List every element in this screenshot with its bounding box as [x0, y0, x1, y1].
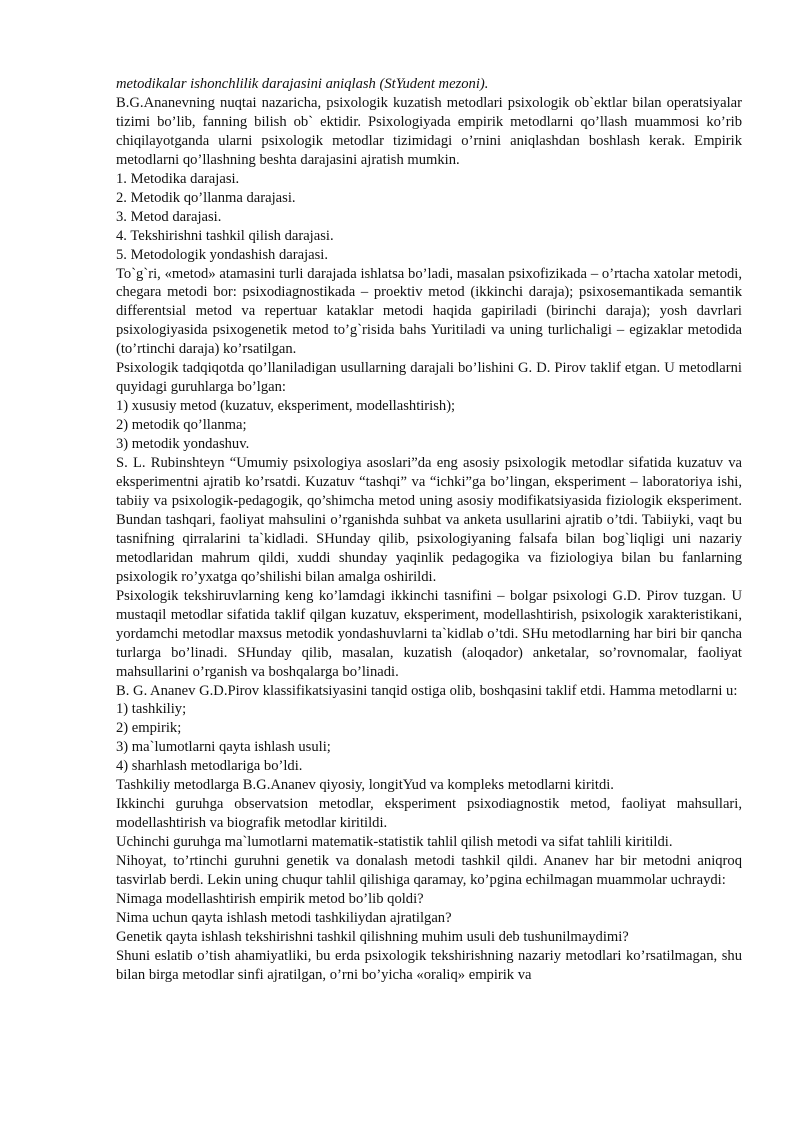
paragraph-conclusion: Shuni eslatib o’tish ahamiyatliki, bu erda psixologik tekshirishning nazariy metodlari ko’rsatilmagan, shu bilan birga metodlar sinfi ajratilgan, o’rni bo’yicha «oraliq» empirik va: [116, 947, 742, 983]
list-item-empirical: 2) empirik;: [116, 720, 182, 737]
paragraph-continued-heading: metodikalar ishonchlilik darajasini aniqlash (StYudent mezoni).: [116, 76, 489, 92]
list-item-organizational: 1) tashkiliy;: [116, 701, 187, 718]
paragraph-pirov-classification: Psixologik tekshiruvlarning keng ko’lamdagi ikkinchi tasnifini – bolgar psixologi G.D. Pirov tuzgan. U mustaqil metodlar sifatida taklif qilgan kuzatuv, eksperiment, modellashtirish, psixologik xarakteristikani, yordamchi metodlar maxsus metodik yondashuvlarni ta`kidlab o’tdi. SHu metodlarning har biri bir qancha turlarga bo’linadi. SHunday qilib, masalan, kuzatish (aloqador) anketalar, so’rovnomalar, faoliyat mahsullarini o’rganish va boshqalarga bo’linadi.: [116, 587, 742, 680]
paragraph-fourth-group: Nihoyat, to’rtinchi guruhni genetik va donalash metodi tashkil qildi. Ananev har bir metodni aniqroq tasvirlab berdi. Lekin uning chuqur tahlil qilishiga qaramay, ko’pgina echilmagan muammolar uchraydi:: [116, 853, 742, 889]
list-item-private-method: 1) xususiy metod (kuzatuv, eksperiment, modellashtirish);: [116, 398, 456, 415]
list-item-methodical-guide: 2) metodik qo’llanma;: [116, 417, 247, 434]
question-processing: Nima uchun qayta ishlash metodi tashkiliydan ajratilgan?: [116, 909, 452, 926]
list-item-data-processing: 3) ma`lumotlarni qayta ishlash usuli;: [116, 739, 331, 756]
paragraph-ananev-methods: B.G.Ananevning nuqtai nazaricha, psixologik kuzatish metodlari psixologik ob`ektlar bilan operatsiyalar tizimi bo’lib, fanning bilish ob` ektidir. Psixologiyada empirik metodlarni qo’llash muammosi ko’rib chiqilayotganda ularni psixologik metodlar tizimidagi o’rnini aniqlashdan boshlash kerak. Empirik metodlarni qo’llashning beshta darajasini ajratish mumkin.: [116, 94, 742, 168]
paragraph-organizational-methods: Tashkiliy metodlarga B.G.Ananev qiyosiy, longitYud va kompleks metodlarni kiritdi.: [116, 777, 614, 794]
list-item-level-5: 5. Metodologik yondashish darajasi.: [116, 246, 328, 263]
list-item-level-1: 1. Metodika darajasi.: [116, 170, 240, 187]
list-item-level-3: 3. Metod darajasi.: [116, 208, 222, 225]
list-item-methodical-approach: 3) metodik yondashuv.: [116, 436, 250, 453]
paragraph-pirov-levels: Psixologik tadqiqotda qo’llaniladigan usullarning darajali bo’lishini G. D. Pirov taklif etgan. U metodlarni quyidagi guruhlarga bo’lgan:: [116, 360, 742, 396]
list-item-level-2: 2. Metodik qo’llanma darajasi.: [116, 189, 296, 206]
list-item-interpretation: 4) sharhlash metodlariga bo’ldi.: [116, 758, 303, 775]
question-genetic: Genetik qayta ishlash tekshirishni tashkil qilishning muhim usuli deb tushunilmaydimi?: [116, 928, 629, 945]
paragraph-second-group: Ikkinchi guruhga observatsion metodlar, eksperiment psixodiagnostik metod, faoliyat mahsullari, modellashtirish va biografik metodlar kiritildi.: [116, 796, 742, 832]
list-item-level-4: 4. Tekshirishni tashkil qilish darajasi.: [116, 227, 334, 244]
paragraph-ananev-critique: B. G. Ananev G.D.Pirov klassifikatsiyasini tanqid ostiga olib, boshqasini taklif etdi. Hamma metodlarni u:: [116, 682, 738, 699]
document-page: [116, 75, 742, 985]
paragraph-third-group: Uchinchi guruhga ma`lumotlarni matematik-statistik tahlil qilish metodi va sifat tahlili kiritildi.: [116, 834, 673, 851]
paragraph-metod-term: To`g`ri, «metod» atamasini turli darajada ishlatsa bo’ladi, masalan psixofizikada – o’rtacha xatolar metodi, chegara metodi bor: psixodiagnostikada – proektiv metod (ikkinchi daraja); psixosemantikada semantik differentsial metod va repertuar kataklar metodi haqida gapiriladi (birinchi daraja); yosh davrlari psixologiyasida psixogenetik metod to’g`risida bahs Yuritiladi va uning turlichaligi – egizaklar metodida (to’rtinchi daraja) ko’rsatilgan.: [116, 265, 742, 358]
question-modelling: Nimaga modellashtirish empirik metod bo’lib qoldi?: [116, 890, 424, 907]
paragraph-rubinshteyn: S. L. Rubinshteyn “Umumiy psixologiya asoslari”da eng asosiy psixologik metodlar sifatida kuzatuv va eksperimentni ajratib ko’rsatdi. Kuzatuv “tashqi” va “ichki”ga bo’lingan, eksperiment – laboratoriya ishi, tabiiy va psixologik-pedagogik, qo’shimcha metod uning asosiy modifikatsiyasida fiziologik eksperiment. Bundan tashqari, faoliyat mahsulini o’rganishda suhbat va anketa usullarini ajratib o’tdi. Tabiiyki, vaqt bu tasnifning qirralarini ta`kidladi. SHunday qilib, psixologiyaning falsafa bilan bog`liqligi uni nazariy metodlaridan mahrum qildi, xuddi shunday yaqinlik pedagogika va fiziologiya bilan bu fanlarning psixologik ro’yxatga qo’shilishi bilan amalga oshirildi.: [116, 455, 742, 585]
